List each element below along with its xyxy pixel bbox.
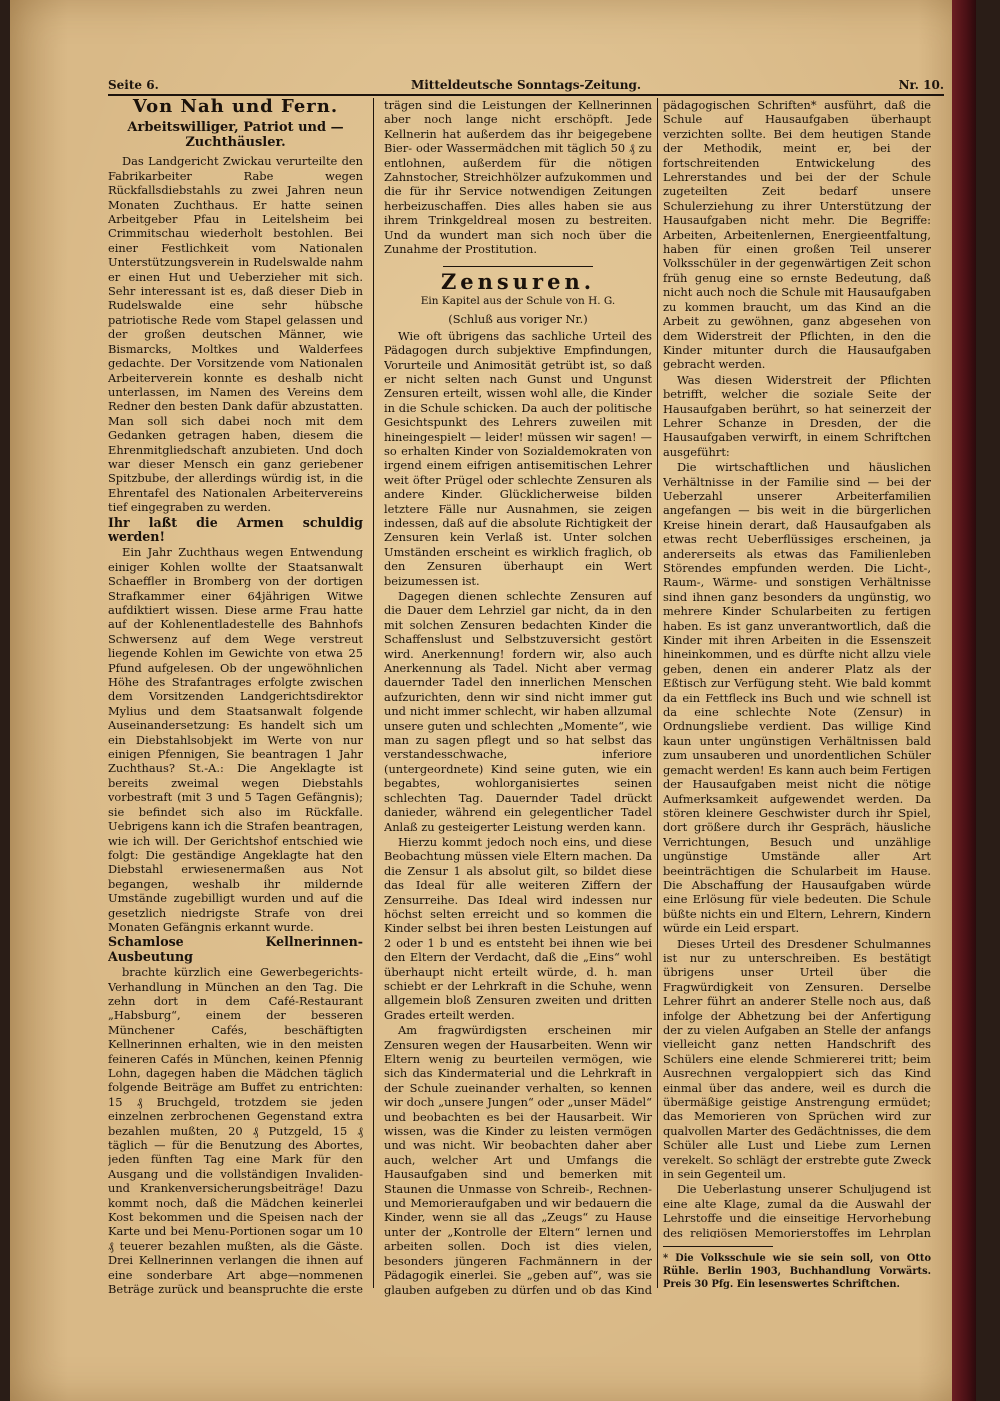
section-title: Von Nah und Fern.: [132, 98, 339, 117]
newspaper-title: Mitteldeutsche Sonntags-Zeitung.: [410, 78, 642, 92]
column-1: [108, 98, 363, 1298]
article-paragraph: pädagogischen Schriften* ausführt, daß die Schule auf Hausaufgaben überhaupt verzichten sollte. Bei dem heutigen Stande der Methodik, meint er, bei der fortschreitenden Entwickelung des Lehrerstandes und bei der der Schule zugeteilten Zeit bedarf unsere Schulerziehung zu ihrer Unterstützung der Hausaufgaben nicht mehr. Die Begriffe: Arbeiten, Arbeitenlernen, Energieentfaltung, haben für einen großen Teil unserer Volksschüler in der gegenwärtigen Zeit schon früh genug eine so ernste Bedeutung, daß nicht auch noch die Schule mit Hausaufgaben zu kommen braucht, um das Kind an die Arbeit zu gewöhnen, ganz abgesehen von dem Widerstreit der Pflichten, in den die Kinder mitunter durch die Hausaufgaben gebracht werden.: [663, 98, 931, 372]
article-paragraph: Hierzu kommt jedoch noch eins, und diese Beobachtung müssen viele Eltern machen. Da die Zensur 1 als absolut gilt, so bildet diese das Ideal für alle weiteren Ziffern der Zensurreihe. Das Ideal wird indessen nur höchst selten erreicht und so kommen die Kinder selbst bei ihren besten Leistungen auf 2 oder 1 b und es entsteht bei ihnen wie bei den Eltern der Verdacht, daß die „Eins“ wohl überhaupt nicht erteilt würde, d. h. man schiebt er der Lehrkraft in die Schuhe, wenn allgemein bloß Zensuren zweiten und dritten Grades erteilt werden.: [384, 834, 652, 1022]
article-paragraph: Wie oft übrigens das sachliche Urteil des Pädagogen durch subjektive Empfindungen, Vorurteile und Animosität getrübt ist, so daß er nicht selten nach Gunst und Ungunst Zensuren erteilt, wissen wohl alle, die Kinder in die Schule schicken. Da auch der politische Gesichtspunkt des Lehrers zuweilen mit hineingespielt — leider! müssen wir sagen! — so erhalten Kinder von Sozialdemokraten von irgend einem eifrigen antisemitischen Lehrer weit öfter Prügel oder schlechte Zensuren als andere Kinder. Glücklicherweise bilden letztere Fälle nur Ausnahmen, sie zeigen indessen, daß auf die absolute Richtigkeit der Zensuren kein Verlaß ist. Unter solchen Umständen erscheint es wirklich fraglich, ob den Zensuren überhaupt ein Wert beizumessen ist.: [384, 328, 652, 588]
article-paragraph: Was diesen Widerstreit der Pflichten betrifft, welcher die soziale Seite der Hausaufgaben berührt, so hat seinerzeit der Lehrer Schanze in Dresden, der die Hausaufgaben verwirft, in einem Schriftchen ausgeführt:: [663, 372, 931, 459]
article-paragraph: Dieses Urteil des Dresdener Schulmannes ist nur zu unterschreiben. Es bestätigt übrigens unser Urteil über die Fragwürdigkeit von Zensuren. Derselbe Lehrer führt an anderer Stelle noch aus, daß infolge der Abhetzung bei der Anfertigung der zu vielen Aufgaben an Stelle der anfangs vielleicht ganz netten Handschrift des Schülers eine elende Schmiererei tritt; beim Ausrechnen vergaloppiert sich das Kind einmal über das andere, weil es durch die übermäßige geistige Anstrengung ermüdet; das Memorieren von Sprüchen wird zur qualvollen Marter des Gedächtnisses, die dem Schüler alle Lust und Liebe zum Lernen verekelt. So schlägt der erstrebte gute Zweck in sein Gegenteil um.: [663, 936, 931, 1182]
article-paragraph: Am fragwürdigsten erscheinen mir Zensuren wegen der Hausarbeiten. Wenn wir Eltern wenig zu beurteilen vermögen, wie sich das Kindermaterial und die Lehrkraft in der Schule zueinander verhalten, so kennen wir doch „unsere Jungen“ oder „unser Mädel“ und beobachten es bei der Hausarbeit. Wir wissen, was die Kinder zu leisten vermögen und was nicht. Wir beobachten daher aber auch, welcher Art und Umfangs die Hausaufgaben sind und bemerken mit Staunen die Unmasse von Schreib-, Rechnen- und Memorieraufgaben und wir bedauern die Kinder, wenn sie all das „Zeugs“ zu Hause unter der „Kontrolle der Eltern“ lernen und arbeiten sollen. Doch ist dies vielen, besonders jüngeren Fachmännern in der Pädagogik einerlei. Sie „geben auf“, was sie glauben aufgeben zu dürfen und ob das Kind: [384, 1023, 652, 1297]
article-text: brachte kürzlich eine Gewerbegerichts-Verhandlung in München an den Tag. Die zehn dort in dem Café-Restaurant „Habsburg“, einem der besseren Münchener Cafés, beschäftigten Kellnerinnen erhalten, wie in den meisten feineren Cafés in München, keinen Pfennig Lohn, dagegen haben die Mädchen täglich folgende Beiträge am Buffet zu entrichten: 15 ₰ Bruchgeld, trotzdem sie jeden einzelnen zerbrochenen Gegenstand extra bezahlen mußten, 20 ₰ Putzgeld, 15 ₰ täglich — für die Benutzung des Abortes, jeden fünften Tag eine Mark für den Ausgang und die vollständigen Invaliden- und Krankenversicherungsbeiträge! Dazu kommt noch, daß die Mädchen keinerlei Kost bekommen und die Speisen nach der Karte und bei Menu-Portionen sogar um 10 ₰ teuerer bezahlen mußten, als die Gäste. Drei Kellnerinnen verlangen die ihnen auf eine sonderbare Art abge—nommenen Beträge zurück und beanspruchte die erste: [108, 965, 363, 1297]
footnote: * Die Volksschule wie sie sein soll, von Otto Rühle. Berlin 1903, Buchhandlung Vorwärts. Preis 30 Pfg. Ein lesenswertes Schriftchen.: [663, 1253, 931, 1290]
page-number: Seite 6.: [108, 78, 159, 92]
article-title: Zensuren.: [440, 269, 596, 295]
continuation-note: (Schluß aus voriger Nr.): [448, 312, 588, 327]
footnote-rule: [663, 1246, 773, 1247]
article-text: Das Landgericht Zwickau verurteilte den Fabrikarbeiter Rabe wegen Rückfallsdiebstahls zu zwei Jahren neun Monaten Zuchthaus. Er hatte seinen Arbeitgeber Pfau in Leitelsheim bei Crimmitschau wiederholt bestohlen. Bei einer Festlichkeit vom Nationalen Unterstützungsverein in Rudelswalde nahm er einen Hut und Ueberzieher mit sich. Sehr interessant ist es, daß dieser Dieb in Rudelswalde eine sehr hübsche patriotische Rede vom Stapel gelassen und der großen deutschen Männer, wie Bismarcks, Moltkes und Walderfees gedachte. Der Vorsitzende vom Nationalen Arbeiterverein konnte es deshalb nicht unterlassen, im Namen des Vereins dem Redner den besten Dank dafür abzustatten. Man soll sich dabei noch mit dem Gedanken getragen haben, diesem die Ehrenmitgliedschaft anzubieten. Und doch war dieser Mensch ein ganz geriebener Spitzbube, der allerdings würdig ist, in die Ehrentafel des Nationalen Arbeitervereins tief eingegraben zu werden.: [108, 154, 363, 515]
issue-number: Nr. 10.: [898, 78, 944, 92]
header-rule: [108, 94, 944, 96]
article-title: Arbeitswilliger, Patriot und — Zuchthäusler.: [127, 120, 344, 151]
column-3: [663, 98, 931, 1238]
article-text: trägen sind die Leistungen der Kellnerinnen aber noch lange nicht erschöpft. Jede Kellnerin hat außerdem das ihr beigegebene Bier- oder Wassermädchen mit täglich 50 ₰ zu entlohnen, außerdem für die nötigen Zahnstocher, Streichhölzer aufzukommen und die für ihr Service notwendigen Zeitungen herbeizuschaffen. Dies alles haben sie aus ihrem Trinkgeldreal mosen zu bestreiten. Und da wundert man sich noch über die Zunahme der Prostitution.: [384, 98, 652, 257]
article-byline: Ein Kapitel aus der Schule von H. G.: [420, 294, 616, 307]
column-2: [384, 98, 652, 1298]
column-divider-1: [373, 98, 374, 1288]
book-spine: [952, 0, 976, 1401]
article-text: Ein Jahr Zuchthaus wegen Entwendung einiger Kohlen wollte der Staatsanwalt Schaeffler in Bromberg von der dortigen Strafkammer einer 64jährigen Witwe aufdiktiert wissen. Diese arme Frau hatte auf der Kohlenentladestelle des Bahnhofs Schwersenz auf dem Wege verstreut liegende Kohlen im Gewichte von etwa 25 Pfund aufgelesen. Ob der ungewöhnlichen Höhe des Strafantrages erfolgte zwischen dem Vorsitzenden Landgerichtsdirektor Mylius und dem Staatsanwalt folgende Auseinandersetzung: Es handelt sich um ein Diebstahlsobjekt im Werte von nur einigen Pfennigen, Sie beantragen 1 Jahr Zuchthaus? St.-A.: Die Angeklagte ist bereits zweimal wegen Diebstahls vorbestraft (mit 3 und 5 Tagen Gefängnis); sie befindet sich also im Rückfalle. Uebrigens kann ich die Strafen beantragen, wie ich will. Der Gerichtshof entschied wie folgt: Die geständige Angeklagte hat den Diebstahl erwiesenermaßen aus Not begangen, weshalb ihr mildernde Umstände zugebilligt wurden und auf die gesetzlich niedrigste Strafe von drei Monaten Gefängnis erkannt wurde.: [108, 545, 363, 934]
article-paragraph: Die wirtschaftlichen und häuslichen Verhältnisse in der Familie sind — bei der Ueberzahl unserer Arbeiterfamilien angefangen — bis weit in die bürgerlichen Kreise hinein derart, daß Hausaufgaben als etwas recht Ueberflüssiges erscheinen, ja andererseits als etwas das Familienleben Störendes empfunden werden. Die Licht-, Raum-, Wärme- und sonstigen Verhältnisse sind ihnen ganz besonders da ungünstig, wo mehrere Kinder Schularbeiten zu fertigen haben. Es ist ganz unverantwortlich, daß die Kinder mit ihren Arbeiten in die Essenszeit hineinkommen, und es dürfte nicht allzu viele geben, denen ein anderer Platz als der Eßtisch zur Verfügung steht. Wie bald kommt da ein Fettfleck ins Buch und wie schnell ist da eine schlechte Note (Zensur) in Ordnungsliebe verdient. Das willige Kind kaun unter ungünstigen Verhältnissen bald zum unsauberen und unordentlichen Schüler gemacht werden! Es kann auch beim Fertigen der Hausaufgaben meist nicht die nötige Aufmerksamkeit aufgewendet werden. Da stören kleinere Geschwister durch ihr Spiel, dort größere durch ihr Gespräch, häusliche Verrichtungen, Besuch und unzählige ungünstige Umstände aller Art beeinträchtigen die Schularbeit im Hause. Die Abschaffung der Hausaufgaben würde eine Erlösung für viele bedeuten. Die Schule büßte nichts ein und Eltern, Lehrern, Kindern würde ein Leid erspart.: [663, 460, 931, 936]
article-paragraph: Die Ueberlastung unserer Schuljugend ist eine alte Klage, zumal da die Auswahl der Lehrstoffe und die einseitige Hervorhebung des religiösen Memorierstoffes im Lehrplan: [663, 1182, 931, 1238]
article-paragraph: Dagegen dienen schlechte Zensuren auf die Dauer dem Lehrziel gar nicht, da in den mit solchen Zensuren bedachten Kinder die Schaffenslust und Selbstzuversicht gestört wird. Anerkennung! fordern wir, also auch Anerkennung als Tadel. Nicht aber vermag dauernder Tadel den innerlichen Menschen aufzurichten, denn wir sind nicht immer gut und nicht immer schlecht, wir haben allzumal unsere guten und schlechten „Momente“, wie man zu sagen pflegt und so hat selbst das verstandesschwache, inferiore (untergeordnete) Kind seine guten, wie ein begabtes, wohlorganisiertes seinen schlechten Tag. Dauernder Tadel drückt danieder, während ein gelegentlicher Tadel Anlaß zu gesteigerter Leistung werden kann.: [384, 589, 652, 834]
article-title: Schamlose Kellnerinnen-Ausbeutung: [108, 934, 363, 964]
article-separator: [443, 266, 593, 267]
article-title: Ihr laßt die Armen schuldig werden!: [108, 514, 363, 544]
column-divider-2: [657, 98, 658, 1288]
